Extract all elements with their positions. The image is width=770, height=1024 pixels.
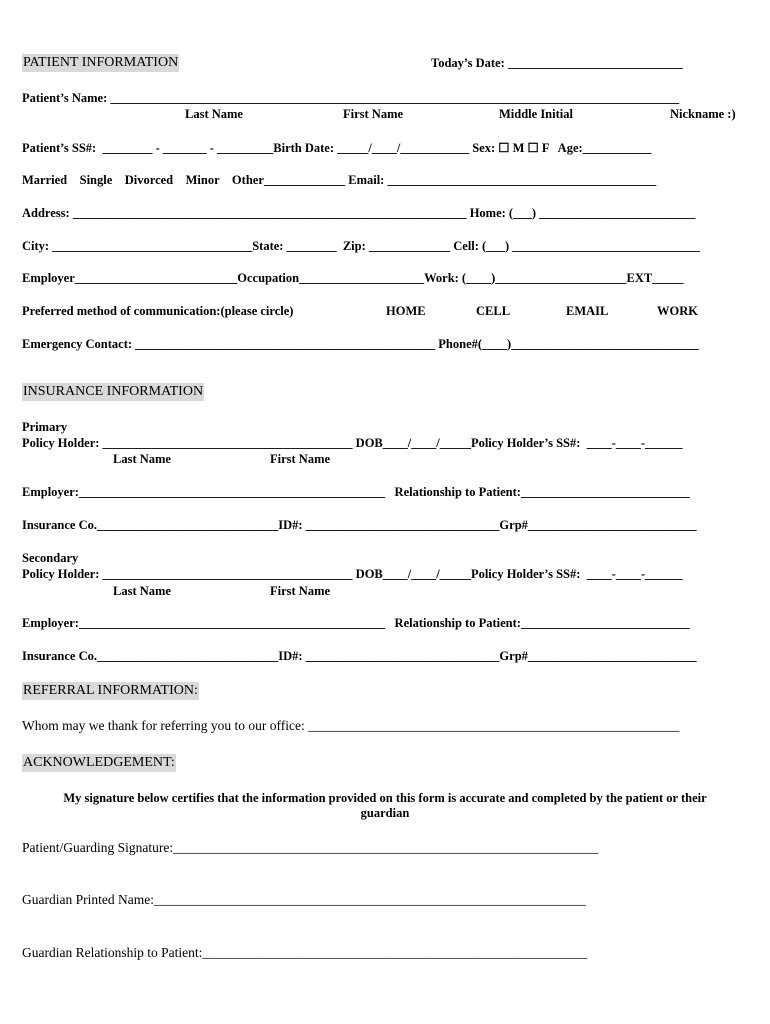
todays-date-field[interactable]: Today’s Date: ____________________________ — [431, 56, 683, 70]
primary-policy-holder-row[interactable]: Policy Holder: ________________________________________ DOB____/____/_____Policy Holder’s SS#: ____-____-______ — [22, 436, 683, 450]
secondary-sublabel-last: Last Name — [113, 584, 171, 598]
secondary-policy-holder-row[interactable]: Policy Holder: ________________________________________ DOB____/____/_____Policy Holder’s SS#: ____-____-______ — [22, 567, 683, 581]
primary-insurance-id-grp-row[interactable]: Insurance Co._____________________________ID#: _______________________________Grp#___________________________ — [22, 518, 697, 532]
guardian-relationship-field[interactable]: Guardian Relationship to Patient:_________________________________________________________ — [22, 945, 588, 960]
guardian-printed-name-field[interactable]: Guardian Printed Name:________________________________________________________________ — [22, 892, 586, 907]
pref-option-work[interactable]: WORK — [657, 304, 698, 318]
employer-occupation-work-row[interactable]: Employer__________________________Occupation____________________Work: (____)_____________________EXT_____ — [22, 271, 684, 285]
section-header-patient-information: PATIENT INFORMATION — [23, 55, 179, 70]
preferred-communication-label: Preferred method of communication:(please circle) — [22, 304, 294, 318]
primary-employer-relationship-row[interactable]: Employer:_________________________________________________ Relationship to Patient:___________________________ — [22, 485, 690, 499]
primary-sublabel-first: First Name — [270, 452, 331, 466]
section-header-acknowledgement: ACKNOWLEDGEMENT: — [23, 755, 175, 770]
primary-sublabel-last: Last Name — [113, 452, 171, 466]
name-sublabel-nickname: Nickname :) — [670, 107, 736, 121]
acknowledgement-text-line2: guardian — [360, 806, 410, 820]
marital-status-email-row[interactable]: Married Single Divorced Minor Other_____________ Email: ___________________________________________ — [22, 173, 657, 187]
city-state-zip-cell-row[interactable]: City: ________________________________State: ________ Zip: _____________ Cell: (___) ______________________________ — [22, 239, 700, 253]
name-sublabel-last: Last Name — [185, 107, 243, 121]
section-header-insurance-information: INSURANCE INFORMATION — [23, 384, 204, 399]
pref-option-home[interactable]: HOME — [386, 304, 426, 318]
emergency-contact-row[interactable]: Emergency Contact: ________________________________________________ Phone#(____)______________________________ — [22, 337, 699, 351]
patient-name-field[interactable]: Patient’s Name: ___________________________________________________________________________________________ — [22, 91, 680, 105]
secondary-sublabel-first: First Name — [270, 584, 331, 598]
section-header-referral-information: REFERRAL INFORMATION: — [23, 683, 198, 698]
pref-option-email[interactable]: EMAIL — [566, 304, 609, 318]
acknowledgement-text-line1: My signature below certifies that the information provided on this form is accurate and completed by the patient or their — [63, 791, 707, 805]
name-sublabel-first: First Name — [343, 107, 404, 121]
pref-option-cell[interactable]: CELL — [476, 304, 511, 318]
referral-question-field[interactable]: Whom may we thank for referring you to our office: _______________________________________________________ — [22, 718, 680, 733]
secondary-insurance-id-grp-row[interactable]: Insurance Co._____________________________ID#: _______________________________Grp#___________________________ — [22, 649, 697, 663]
ss-birthdate-sex-age-row[interactable]: Patient’s SS#: ________ - _______ - _________Birth Date: _____/____/___________ Sex: ☐ M ☐ F Age:___________ — [22, 141, 652, 155]
patient-signature-field[interactable]: Patient/Guarding Signature:_______________________________________________________________ — [22, 840, 599, 855]
address-field[interactable]: Address: _______________________________________________________________ Home: (___) _________________________ — [22, 206, 696, 220]
primary-label: Primary — [22, 420, 68, 434]
secondary-employer-relationship-row[interactable]: Employer:_________________________________________________ Relationship to Patient:___________________________ — [22, 616, 690, 630]
name-sublabel-middle: Middle Initial — [499, 107, 573, 121]
secondary-label: Secondary — [22, 551, 79, 565]
